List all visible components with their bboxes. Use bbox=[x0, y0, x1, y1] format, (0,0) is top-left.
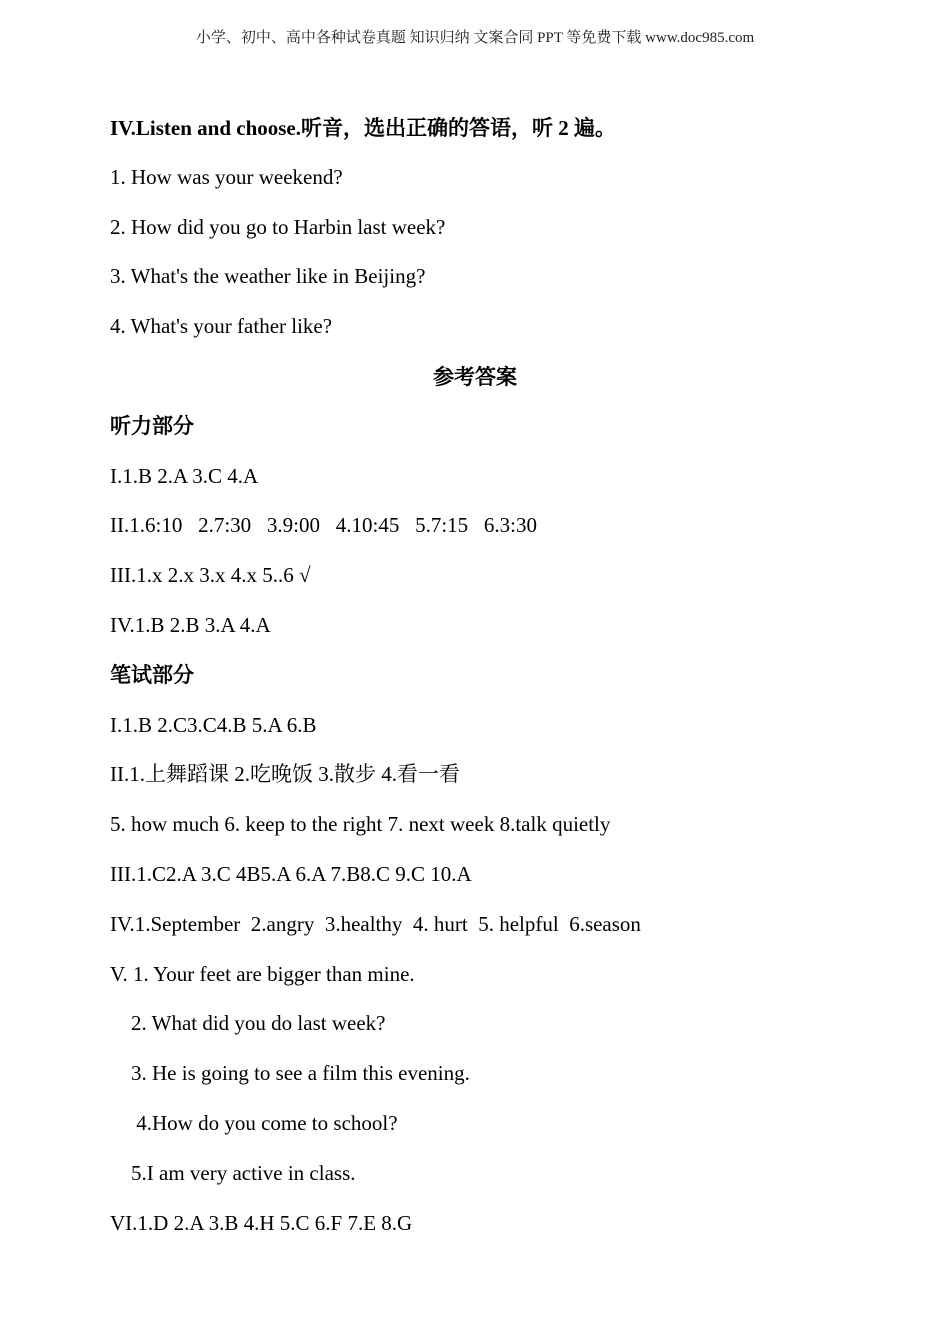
question-4: 4. What's your father like? bbox=[110, 314, 333, 338]
listening-answer-line: I.1.B 2.A 3.C 4.A bbox=[110, 464, 259, 488]
listening-answer-line: III.1.x 2.x 3.x 4.x 5..6 √ bbox=[110, 563, 311, 587]
listening-answer-line: II.1.6:10 2.7:30 3.9:00 4.10:45 5.7:15 6.3:30 bbox=[110, 513, 537, 537]
question-3: 3. What's the weather like in Beijing? bbox=[110, 264, 426, 288]
written-heading: 笔试部分 bbox=[110, 663, 194, 687]
listening-heading: 听力部分 bbox=[110, 414, 194, 438]
written-answer-line: VI.1.D 2.A 3.B 4.H 5.C 6.F 7.E 8.G bbox=[110, 1211, 413, 1235]
page-header: 小学、初中、高中各种试卷真题 知识归纳 文案合同 PPT 等免费下载 www.doc985.com bbox=[195, 30, 755, 46]
written-answer-line: II.1.上舞蹈课 2.吃晚饭 3.散步 4.看一看 bbox=[110, 762, 460, 786]
written-answer-line: III.1.C2.A 3.C 4B5.A 6.A 7.B8.C 9.C 10.A bbox=[110, 862, 472, 886]
written-answer-line: IV.1.September 2.angry 3.healthy 4. hurt 5. helpful 6.season bbox=[110, 912, 641, 936]
written-answer-line: 5. how much 6. keep to the right 7. next week 8.talk quietly bbox=[110, 812, 611, 836]
answer-key-title: 参考答案 bbox=[433, 365, 517, 389]
question-1: 1. How was your weekend? bbox=[110, 165, 343, 189]
written-answer-line: V. 1. Your feet are bigger than mine. bbox=[110, 962, 415, 986]
written-answer-line: 2. What did you do last week? bbox=[110, 1011, 386, 1035]
listening-answer-line: IV.1.B 2.B 3.A 4.A bbox=[110, 613, 271, 637]
question-2: 2. How did you go to Harbin last week? bbox=[110, 215, 446, 239]
written-answer-line: 4.How do you come to school? bbox=[110, 1111, 398, 1135]
section-iv-title: IV.Listen and choose.听音，选出正确的答语，听 2 遍。 bbox=[110, 116, 616, 140]
written-answer-line: 3. He is going to see a film this evening. bbox=[110, 1061, 470, 1085]
written-answer-line: 5.I am very active in class. bbox=[110, 1161, 356, 1185]
written-answer-line: I.1.B 2.C3.C4.B 5.A 6.B bbox=[110, 713, 317, 737]
